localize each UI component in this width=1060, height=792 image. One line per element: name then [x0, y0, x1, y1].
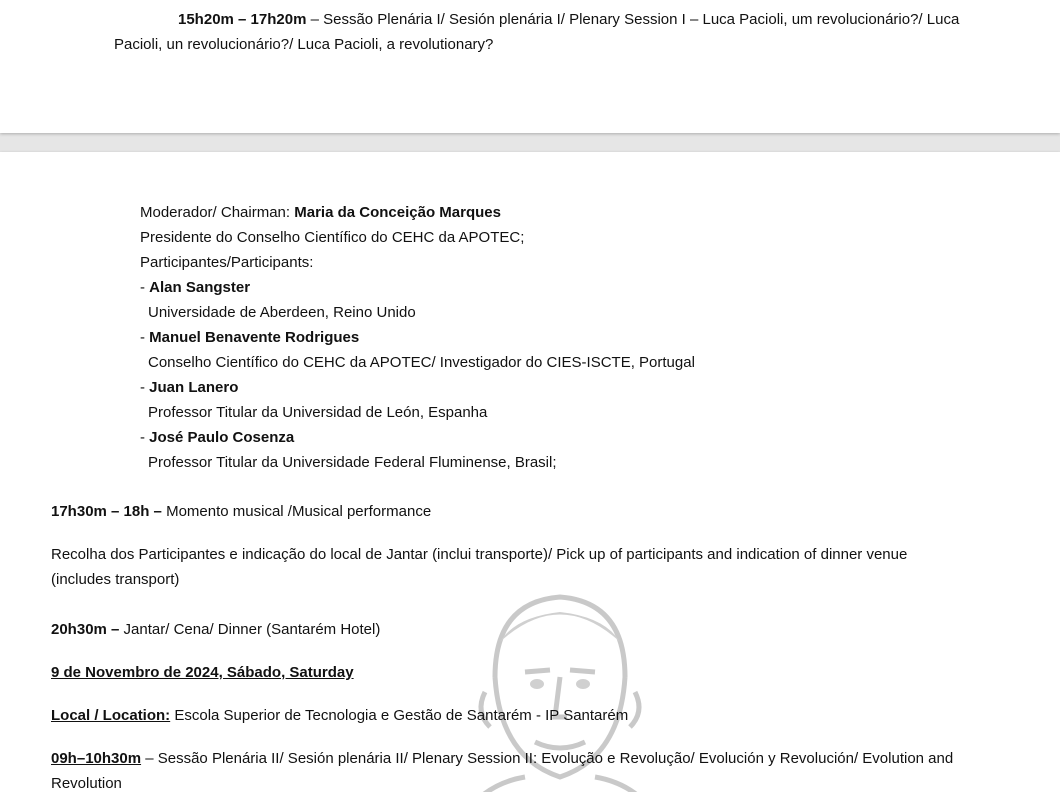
participant-affiliation: Conselho Científico do CEHC da APOTEC/ Investigador do CIES-ISCTE, Portugal [148, 354, 695, 371]
moderator-label: Moderador/ Chairman: [140, 204, 295, 221]
participant-affiliation: Professor Titular da Universidad de León, Espanha [148, 404, 488, 421]
moderator-line [140, 204, 501, 222]
document-page-bottom [0, 152, 1060, 792]
pickup-line1: Recolha dos Participantes e indicação do local de Jantar (inclui transporte)/ Pick up of participants and indication of dinner venue [51, 546, 908, 563]
participants-label: Participantes/Participants: [140, 254, 314, 271]
session1-time: 15h20m – 17h20m [178, 11, 307, 28]
session2-time: 09h–10h30m [51, 750, 142, 767]
dinner-time: 20h30m – [51, 621, 120, 638]
participant-name: - Alan Sangster [140, 279, 251, 296]
moderator-name: Maria da Conceição Marques [294, 204, 501, 221]
document-page-top [0, 0, 1060, 133]
dinner-line: 20h30m – Jantar/ Cena/ Dinner (Santarém Hotel) [51, 621, 381, 638]
session2-line2: Revolution [51, 775, 122, 792]
participant-name: - Manuel Benavente Rodrigues [140, 329, 360, 346]
session2-line1: 09h–10h30m – Sessão Plenária II/ Sesión plenária II/ Plenary Session II: Evolução e Revolução/ Evolución y Revolución/ Evolution and [51, 750, 954, 767]
participant-affiliation: Universidade de Aberdeen, Reino Unido [148, 304, 416, 321]
session1-line1 [178, 11, 959, 29]
moderator-role: Presidente do Conselho Científico do CEHC da APOTEC; [140, 229, 525, 246]
participant-affiliation: Professor Titular da Universidade Federal Fluminense, Brasil; [148, 454, 557, 471]
participant-name: - José Paulo Cosenza [140, 429, 295, 446]
location-line: Local / Location: Escola Superior de Tecnologia e Gestão de Santarém - IP Santarém [51, 707, 629, 724]
music-line: 17h30m – 18h – Momento musical /Musical performance [51, 503, 432, 520]
music-time: 17h30m – 18h – [51, 503, 162, 520]
session1-line2: Pacioli, un revolucionário?/ Luca Pacioli, a revolutionary? [114, 36, 494, 53]
location-label: Local / Location: [51, 707, 171, 724]
pickup-line2: (includes transport) [51, 571, 180, 588]
day-heading: 9 de Novembro de 2024, Sábado, Saturday [51, 664, 354, 681]
session1-title: – Sessão Plenária I/ Sesión plenária I/ Plenary Session I – Luca Pacioli, um revolucionário?/ Luca [306, 11, 960, 28]
participant-name: - Juan Lanero [140, 379, 239, 396]
